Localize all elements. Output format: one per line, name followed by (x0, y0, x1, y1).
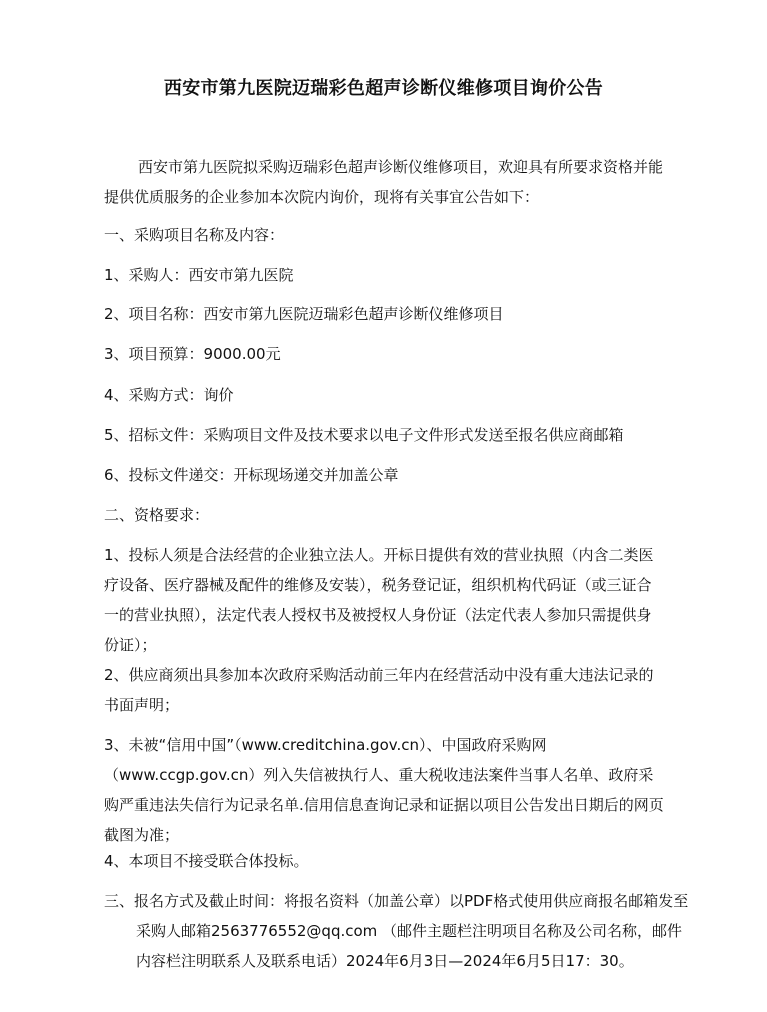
item-bid-submission: 6、投标文件递交：开标现场递交并加盖公章 (104, 466, 399, 484)
item-procurement-method: 4、采购方式：询价 (104, 386, 234, 404)
requirement-3: 3、未被“信用中国”（www.creditchina.gov.cn）、中国政府采购网（www.ccgp.gov.cn）列入失信被执行人、重大税收违法案件当事人名单、政府采购严重违法失信行为记录名单.信用信息查询记录和证据以项目公告发出日期后的网页截图为准； (104, 736, 664, 844)
section-heading-procurement: 一、采购项目名称及内容： (104, 226, 285, 244)
section-registration: 三、报名方式及截止时间：将报名资料（加盖公章）以PDF格式使用供应商报名邮箱发至采购人邮箱2563776552@qq.com （邮件主题栏注明项目名称及公司名称，邮件内容栏注明联系人及联系电话）2024年6月3日—2024年6月5日17：30。 (104, 892, 689, 970)
item-project-name: 2、项目名称：西安市第九医院迈瑞彩色超声诊断仪维修项目 (104, 305, 504, 323)
intro-paragraph: 西安市第九医院拟采购迈瑞彩色超声诊断仪维修项目，欢迎具有所要求资格并能提供优质服务的企业参加本次院内询价，现将有关事宜公告如下： (104, 158, 664, 206)
page-title: 西安市第九医院迈瑞彩色超声诊断仪维修项目询价公告 (163, 78, 604, 99)
section-heading-qualifications: 二、资格要求： (104, 506, 210, 524)
item-budget: 3、项目预算：9000.00元 (104, 345, 281, 363)
requirement-2: 2、供应商须出具参加本次政府采购活动前三年内在经营活动中没有重大违法记录的书面声明； (104, 666, 654, 714)
requirement-1: 1、投标人须是合法经营的企业独立法人。开标日提供有效的营业执照（内含二类医疗设备、医疗器械及配件的维修及安装），税务登记证，组织机构代码证（或三证合一的营业执照），法定代表人授权书及被授权人身份证（法定代表人参加只需提供身份证）； (104, 546, 654, 654)
item-tender-documents: 5、招标文件：采购项目文件及技术要求以电子文件形式发送至报名供应商邮箱 (104, 426, 624, 444)
requirement-4: 4、本项目不接受联合体投标。 (104, 852, 309, 870)
item-purchaser: 1、采购人：西安市第九医院 (104, 266, 294, 284)
